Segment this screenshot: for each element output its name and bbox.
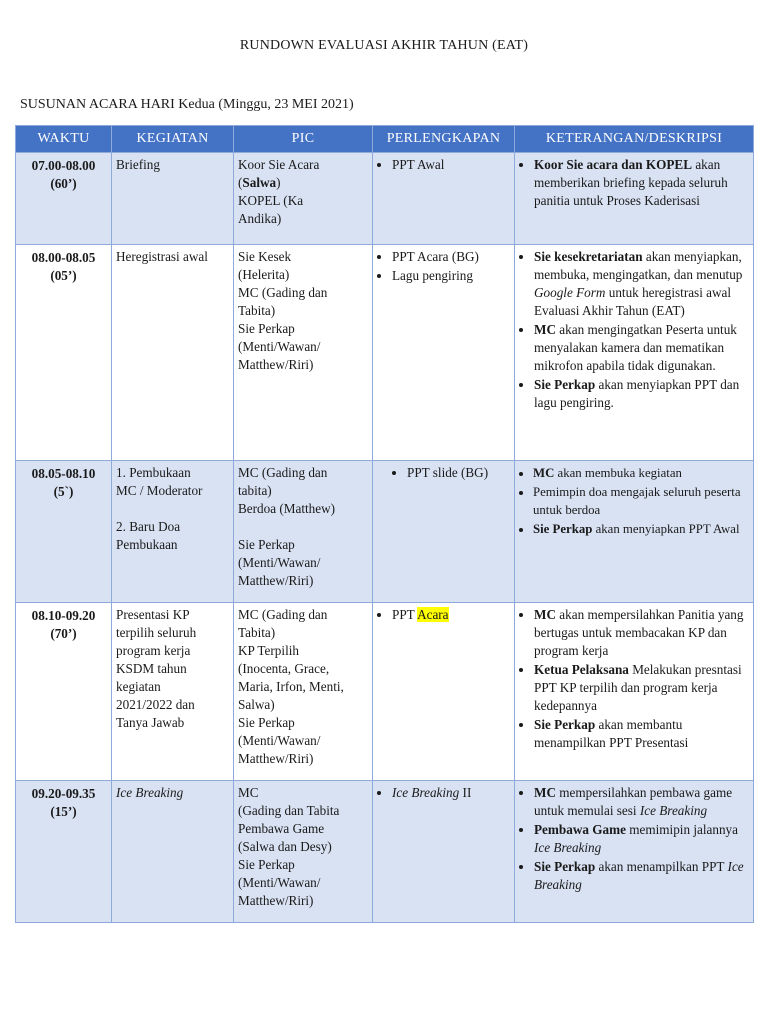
equipment-list	[377, 606, 510, 624]
description-bold: Sie Perkap	[534, 377, 596, 392]
activity-text: Briefing	[116, 157, 160, 172]
description-text: memimipin jalannya	[625, 822, 739, 837]
activity-text: Presentasi KP	[116, 607, 190, 622]
header-keterangan: KETERANGAN/DESKRIPSI	[515, 126, 754, 153]
pic-line: (Salwa dan Desy)	[238, 839, 332, 854]
pic-line: MC (Gading dan	[238, 607, 328, 622]
equipment-text: II	[459, 785, 472, 800]
description-text: akan membuka kegiatan	[554, 466, 682, 480]
description-item	[534, 248, 749, 320]
equipment-item: • PPT Acara (BG)	[392, 248, 510, 266]
pic-line: Sie Perkap	[238, 715, 295, 730]
activity-text: MC / Moderator	[116, 483, 203, 498]
table-header-row	[16, 126, 754, 153]
description-item	[533, 520, 749, 538]
equipment-list	[377, 784, 510, 802]
equipment-item: • PPT slide (BG)	[407, 464, 510, 482]
pic-text: (	[238, 175, 243, 190]
description-item	[534, 321, 749, 375]
activity-text: Pembukaan	[116, 537, 178, 552]
activity-text: 2021/2022 dan	[116, 697, 195, 712]
description-text: akan menyiapkan PPT Awal	[592, 522, 740, 536]
equipment-item: • PPT Awal	[392, 156, 510, 174]
time-cell	[16, 603, 112, 781]
equipment-cell	[373, 245, 515, 461]
time-range: 08.05-08.10	[31, 466, 96, 481]
equipment-item	[392, 784, 510, 802]
description-cell	[515, 781, 754, 923]
pic-line: Matthew/Riri)	[238, 751, 314, 766]
table-row	[16, 781, 754, 923]
time-range: 08.00-08.05	[31, 250, 96, 265]
activity-text: program kerja	[116, 643, 191, 658]
header-waktu: WAKTU	[16, 126, 112, 153]
time-cell	[16, 245, 112, 461]
pic-line: tabita)	[238, 483, 272, 498]
table-row	[16, 153, 754, 245]
highlighted-text: Acara	[417, 607, 449, 622]
description-cell	[515, 245, 754, 461]
equipment-text: PPT	[392, 607, 418, 622]
description-item	[534, 784, 749, 820]
activity-text: 2. Baru Doa	[116, 519, 181, 534]
description-text: akan memberikan briefing kepada seluruh panitia untuk Proses Kaderisasi	[534, 157, 728, 208]
activity-cell	[112, 781, 234, 923]
time-duration: (70’)	[50, 626, 77, 641]
description-cell	[515, 461, 754, 603]
activity-text: Tanya Jawab	[116, 715, 185, 730]
activity-cell	[112, 245, 234, 461]
pic-line: Matthew/Riri)	[238, 893, 314, 908]
description-list	[519, 248, 749, 412]
description-list	[519, 156, 749, 210]
pic-text: )	[276, 175, 281, 190]
time-cell	[16, 461, 112, 603]
description-cell	[515, 603, 754, 781]
description-bold: Pembawa Game	[534, 822, 626, 837]
description-list	[519, 464, 749, 538]
description-item	[534, 606, 749, 660]
description-bold: MC	[534, 785, 556, 800]
pic-line: Matthew/Riri)	[238, 357, 314, 372]
time-range: 09.20-09.35	[31, 786, 96, 801]
table-row	[16, 461, 754, 603]
document-title: RUNDOWN EVALUASI AKHIR TAHUN (EAT)	[239, 38, 529, 53]
pic-line: Koor Sie Acara	[238, 157, 320, 172]
description-text: akan membantu menampilkan PPT Presentasi	[534, 717, 689, 750]
activity-text: 1. Pembukaan	[116, 465, 191, 480]
activity-cell	[112, 603, 234, 781]
document-subtitle: SUSUNAN ACARA HARI Kedua (Minggu, 23 MEI 2021)	[20, 97, 354, 112]
description-item	[534, 716, 749, 752]
pic-line: MC (Gading dan	[238, 285, 328, 300]
description-cell	[515, 153, 754, 245]
pic-line: MC	[238, 785, 259, 800]
activity-text: Ice Breaking	[116, 785, 184, 800]
description-item	[533, 464, 749, 482]
description-bold: Sie Perkap	[534, 717, 596, 732]
time-duration: (05’)	[50, 268, 77, 283]
pic-line: Sie Perkap	[238, 321, 295, 336]
pic-cell	[234, 603, 373, 781]
pic-line: Sie Perkap	[238, 857, 295, 872]
pic-name-bold: Salwa	[242, 175, 277, 190]
description-italic: Ice Breaking	[534, 859, 744, 892]
time-duration: (60’)	[50, 176, 77, 191]
description-text: akan menyiapkan PPT dan lagu pengiring.	[534, 377, 740, 410]
description-text: mempersilahkan pembawa game untuk memulai sesi	[534, 785, 733, 818]
description-italic: Ice Breaking	[639, 803, 708, 818]
pic-line: (Gading dan Tabita	[238, 803, 340, 818]
pic-line: Sie Kesek	[238, 249, 292, 264]
pic-cell	[234, 781, 373, 923]
equipment-cell	[373, 781, 515, 923]
pic-line: Sie Perkap	[238, 537, 295, 552]
equipment-item: • Lagu pengiring	[392, 267, 510, 285]
description-list	[519, 784, 749, 894]
description-bold: Sie Perkap	[534, 859, 596, 874]
description-text: Pemimpin doa mengajak seluruh peserta untuk berdoa	[533, 485, 741, 517]
pic-cell	[234, 461, 373, 603]
description-item	[534, 858, 749, 894]
equipment-list	[377, 248, 510, 285]
description-bold: Sie kesekretariatan	[534, 249, 643, 264]
pic-line: Pembawa Game	[238, 821, 325, 836]
pic-line	[238, 174, 368, 192]
pic-line: Salwa)	[238, 697, 275, 712]
spacer	[116, 500, 229, 518]
equipment-cell	[373, 153, 515, 245]
pic-line: Maria, Irfon, Menti,	[238, 679, 344, 694]
description-text: akan menampilkan PPT	[595, 859, 728, 874]
description-item	[534, 821, 749, 857]
pic-cell	[234, 153, 373, 245]
time-range: 08.10-09.20	[31, 608, 96, 623]
description-item	[533, 483, 749, 519]
activity-text: kegiatan	[116, 679, 161, 694]
description-bold: Ketua Pelaksana	[534, 662, 629, 677]
equipment-italic: Ice Breaking	[392, 785, 460, 800]
activity-text: terpilih seluruh	[116, 625, 197, 640]
activity-text: Heregistrasi awal	[116, 249, 208, 264]
time-range: 07.00-08.00	[31, 158, 96, 173]
description-text: akan mempersilahkan Panitia yang bertugas untuk membacakan KP dan program kerja	[534, 607, 744, 658]
pic-line: Berdoa (Matthew)	[238, 501, 336, 516]
equipment-list	[377, 156, 510, 174]
description-italic: Google Form	[534, 285, 606, 300]
time-cell	[16, 781, 112, 923]
pic-line: (Menti/Wawan/	[238, 555, 321, 570]
description-text: akan menyiapkan, membuka, mengingatkan, dan menutup	[534, 249, 743, 282]
pic-line: Matthew/Riri)	[238, 573, 314, 588]
description-bold: Koor Sie acara dan KOPEL	[534, 157, 693, 172]
description-italic: Ice Breaking	[534, 840, 602, 855]
description-text: untuk heregistrasi awal Evaluasi Akhir Tahun (EAT)	[534, 285, 732, 318]
pic-cell	[234, 245, 373, 461]
pic-line: Tabita)	[238, 303, 276, 318]
pic-line: (Menti/Wawan/	[238, 875, 321, 890]
spacer	[238, 518, 368, 536]
pic-line: MC (Gading dan	[238, 465, 328, 480]
pic-line: (Inocenta, Grace,	[238, 661, 330, 676]
header-pic: PIC	[234, 126, 373, 153]
pic-line: KP Terpilih	[238, 643, 299, 658]
header-perlengkapan: PERLENGKAPAN	[373, 126, 515, 153]
description-bold: MC	[533, 466, 555, 480]
activity-text: KSDM tahun	[116, 661, 187, 676]
table-row	[16, 245, 754, 461]
description-item	[534, 661, 749, 715]
header-kegiatan: KEGIATAN	[112, 126, 234, 153]
description-text: akan mengingatkan Peserta untuk menyalakan kamera dan mematikan mikrofon apabila tidak digunakan.	[534, 322, 737, 373]
description-bold: MC	[534, 322, 556, 337]
rundown-table	[15, 125, 754, 923]
table-row	[16, 603, 754, 781]
equipment-cell	[373, 461, 515, 603]
equipment-item	[392, 606, 510, 624]
description-item	[534, 376, 749, 412]
description-bold: Sie Perkap	[533, 522, 593, 536]
time-cell	[16, 153, 112, 245]
description-text: Melakukan presntasi PPT KP terpilih dan program kerja kedepannya	[534, 662, 742, 713]
pic-line: KOPEL (Ka	[238, 193, 304, 208]
pic-line: Tabita)	[238, 625, 276, 640]
pic-line: (Menti/Wawan/	[238, 339, 321, 354]
equipment-cell	[373, 603, 515, 781]
pic-line: (Helerita)	[238, 267, 290, 282]
activity-cell	[112, 461, 234, 603]
activity-cell	[112, 153, 234, 245]
description-item	[534, 156, 749, 210]
description-list	[519, 606, 749, 752]
time-duration: (5`)	[53, 484, 74, 499]
time-duration: (15’)	[50, 804, 77, 819]
description-bold: MC	[534, 607, 556, 622]
pic-line: (Menti/Wawan/	[238, 733, 321, 748]
pic-line: Andika)	[238, 211, 282, 226]
equipment-list	[377, 464, 510, 482]
